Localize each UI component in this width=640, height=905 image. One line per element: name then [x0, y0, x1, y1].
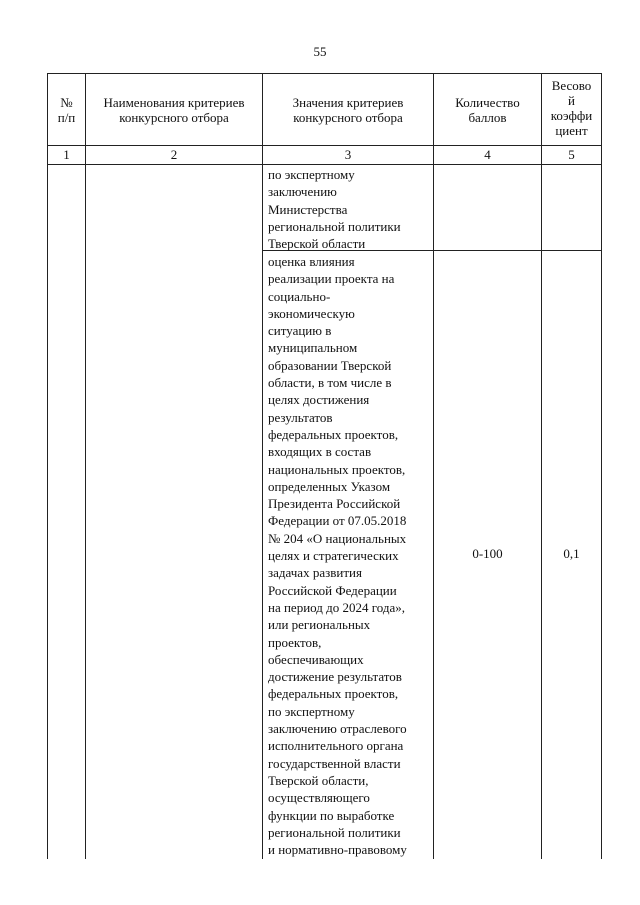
header-cell-num: № п/п	[57, 95, 76, 125]
column-number-cell: 2	[170, 147, 178, 162]
header-cell-name: Наименования критериев конкурсного отбора	[103, 95, 245, 125]
page-number: 55	[313, 44, 327, 59]
column-number-cell: 3	[344, 147, 352, 162]
column-divider-4	[541, 73, 542, 859]
column-divider-1	[85, 73, 86, 859]
criteria-value-text: оценка влияния реализации проекта на социально- экономическую ситуацию в муниципальном образовании Тверской области, в том числе в целях достижения результатов федеральных проектов, входящих в состав национальных проектов, определенных Указом Президента Российской Федерации от 07.05.2018 № 204 «О национальных целях и стратегических задачах развития Российской Федерации на период до 2024 года», или региональных проектов, обеспечивающих достижение результатов федеральных проектов, по экспертному заключению отраслевого исполнительного органа государственной власти Тверской области, осуществляющего функции по выработке региональной политики и нормативно-правовому	[268, 254, 407, 858]
header-cell-weight: Весово й коэффи циент	[550, 78, 593, 138]
criteria-value-text: по экспертному заключению Министерства региональной политики Тверской области	[268, 167, 401, 252]
header-cell-values: Значения критериев конкурсного отбора	[292, 95, 404, 125]
points-value: 0-100	[472, 546, 503, 561]
column-numbers-bottom-border	[47, 164, 602, 165]
column-divider-2	[262, 73, 263, 859]
table-right-border	[601, 73, 602, 859]
weight-value: 0,1	[563, 546, 580, 561]
column-number-cell: 1	[63, 147, 70, 162]
table-left-border	[47, 73, 48, 859]
column-number-cell: 4	[484, 147, 491, 162]
header-bottom-border	[47, 145, 602, 146]
header-cell-points: Количество баллов	[455, 95, 520, 125]
column-number-cell: 5	[568, 147, 575, 162]
column-divider-3	[433, 73, 434, 859]
table-top-border	[47, 73, 602, 74]
